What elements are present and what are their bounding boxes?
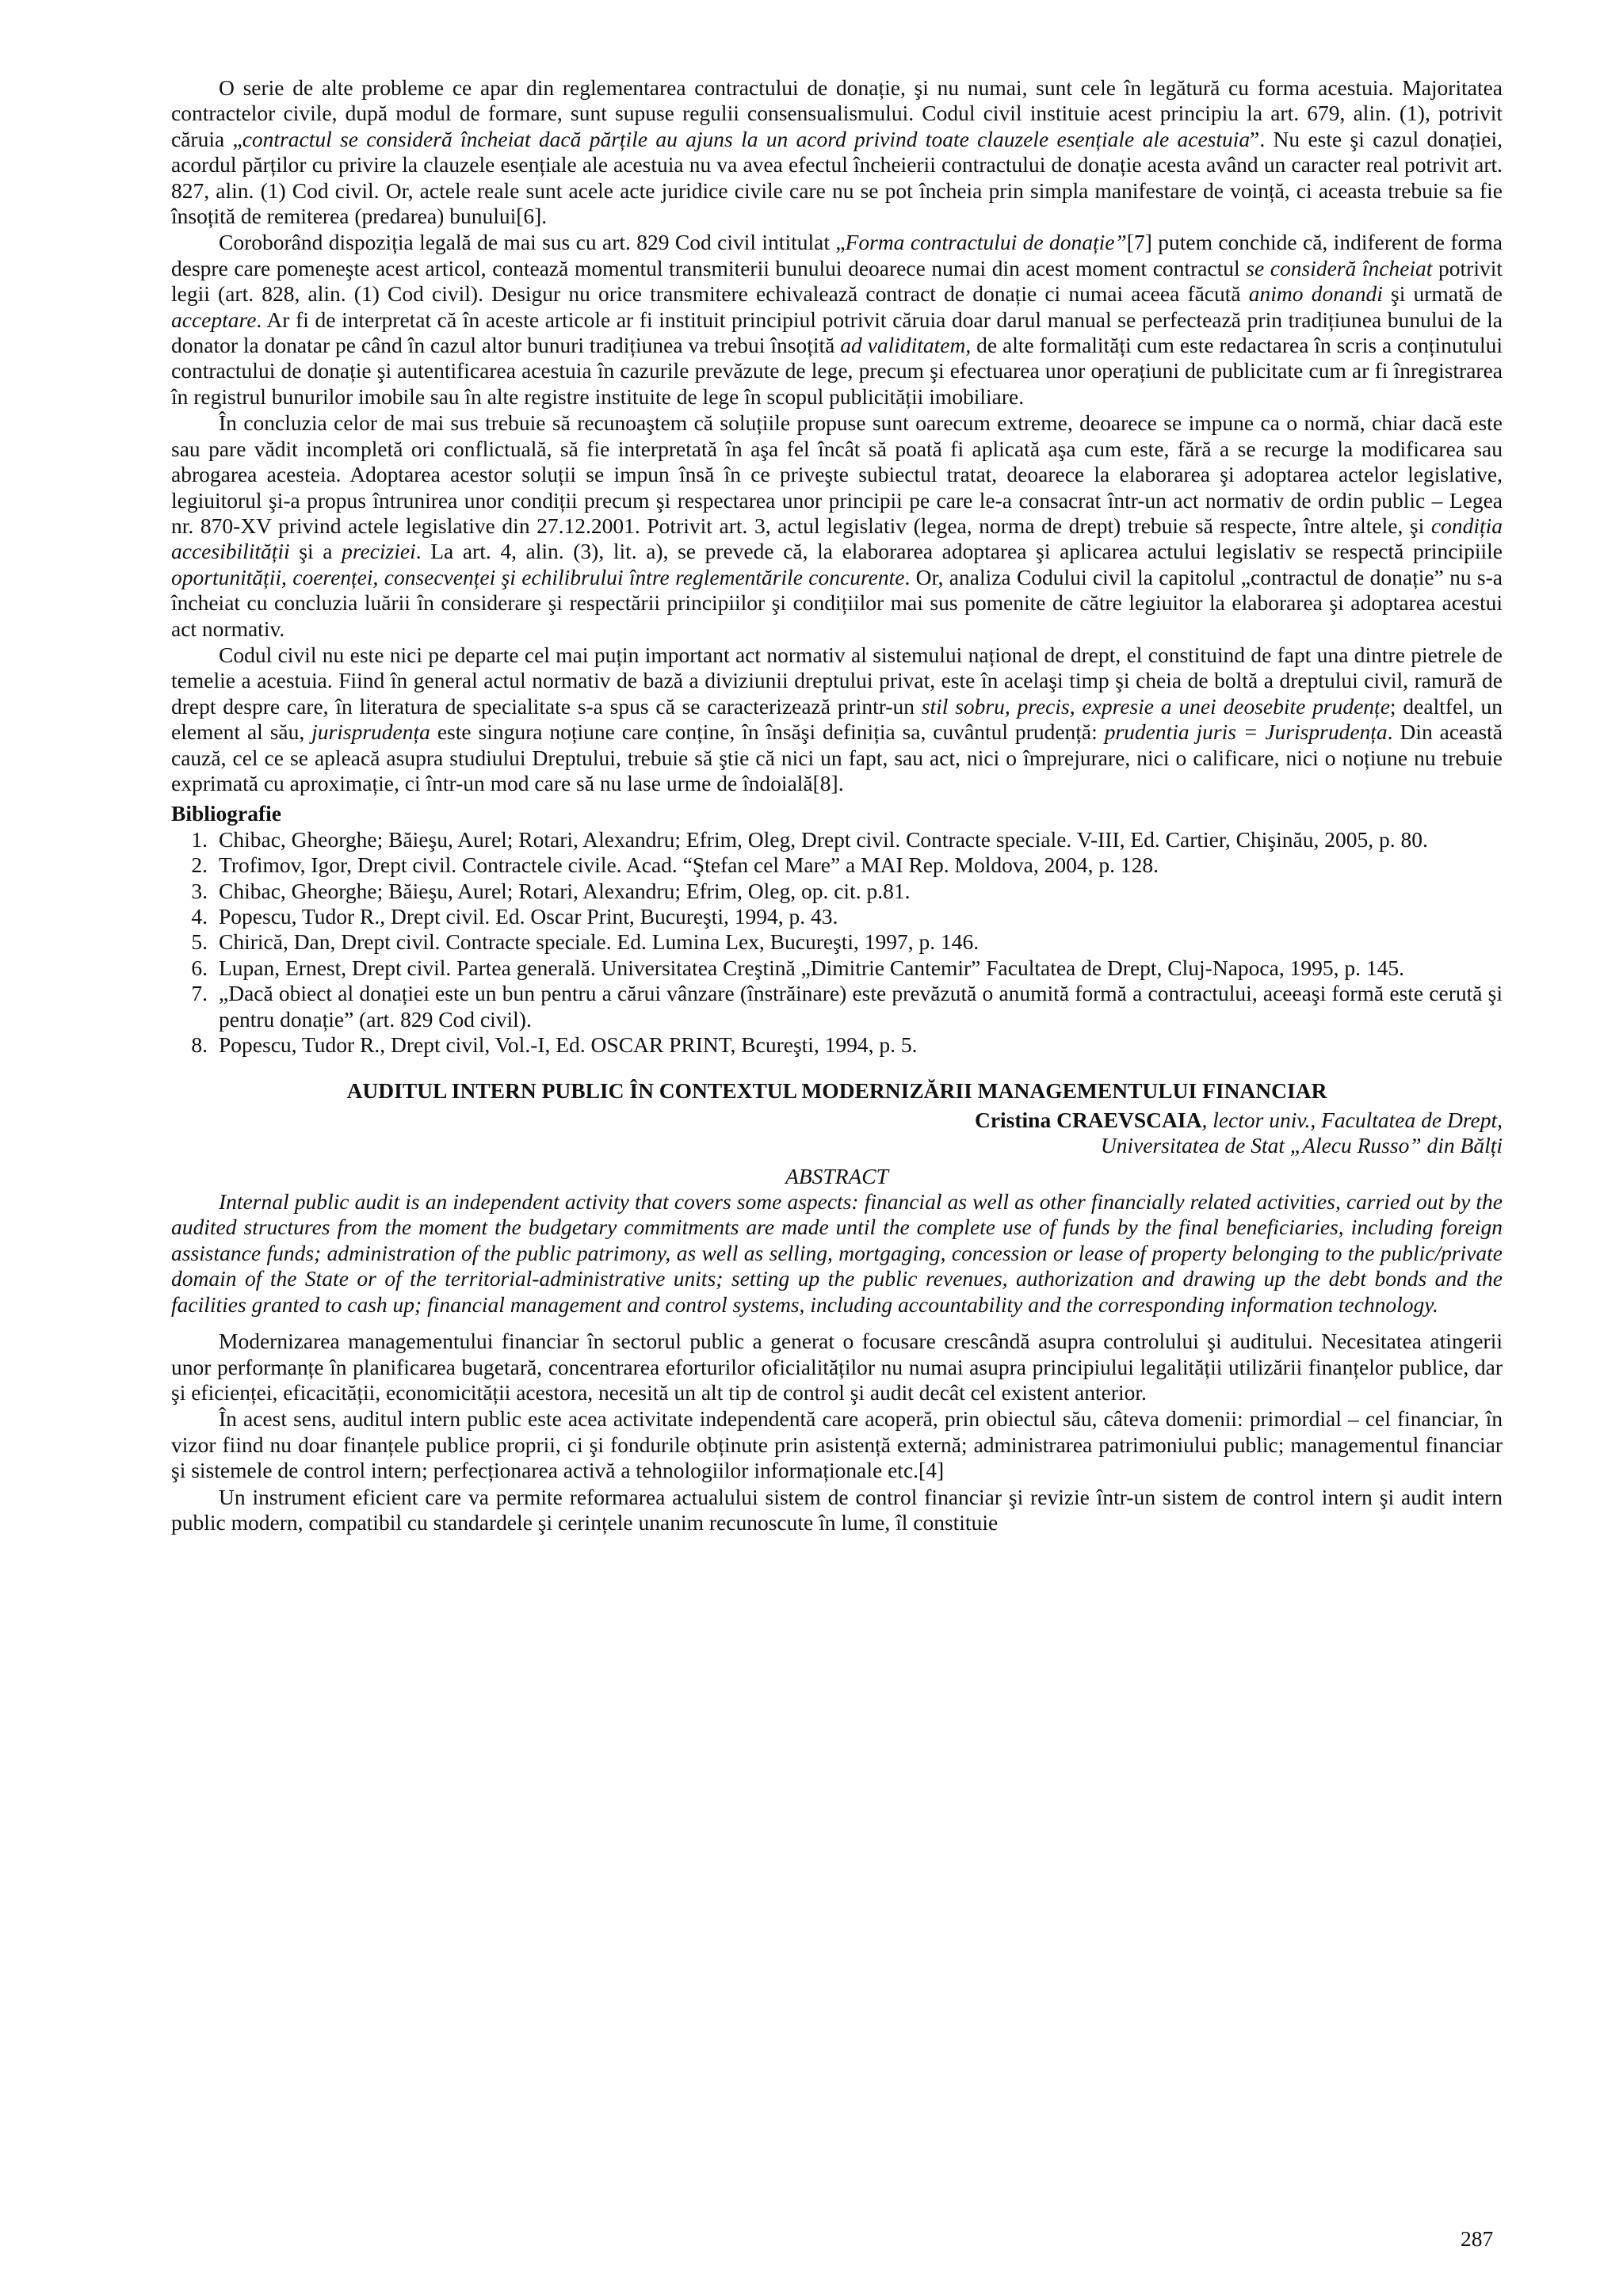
document-page	[171, 75, 1503, 1535]
bibliography-heading: Bibliografie	[171, 801, 282, 826]
abstract-text: Internal public audit is an independent activity that covers some aspects: financial as well as other financially related activities, carried out by the audited structures from the moment the budgetary commitments are made until the complete use of funds by the final beneficiaries, including foreign assistance funds; administration of the public patrimony, as well as selling, mortgaging, concession or lease of property belonging to the public/private domain of the State or of the territorial-administrative units; setting up the public revenues, authorization and drawing up the debt bonds and the facilities granted to cash up; financial management and control systems, including accountability and the corresponding information technology.	[171, 1189, 1503, 1317]
article-paragraph: Modernizarea managementului financiar în sectorul public a generat o focusare crescândă asupra controlului şi auditului. Necesitatea atingerii unor performanțe în planificarea bugetară, concentrarea eforturilor oficialităților nu numai asupra principiului legalității utilizării finanțelor publice, dar şi eficienței, eficacității, economicității acestora, necesită un alt tip de control şi audit decât cel existent anterior.	[171, 1329, 1503, 1405]
bibliography-item: Chibac, Gheorghe; Băieşu, Aurel; Rotari, Alexandru; Efrim, Oleg, Drept civil. Contracte speciale. V-III, Ed. Cartier, Chişinău, 2005, p. 80.	[219, 826, 1428, 852]
author-line	[171, 1108, 1503, 1133]
paragraph-civil-code: Codul civil nu este nici pe departe cel mai puțin important act normativ al sistemului național de drept, el constituind de fapt una dintre pietrele de temelie a acestuia. Fiind în general actul normativ de bază a diviziunii dreptului privat, este în acelaşi timp şi cheia de boltă a dreptului civil, ramură de drept despre care, în literatura de specialitate s-a spus că se caracterizează printr-un stil sobru, precis, expresie a unei deosebite prudențe; dealtfel, un element al său, jurisprudența este singura noțiune care conține, în însăşi definiția sa, cuvântul prudență: prudentia juris = Jurisprudența. Din această cauză, cel ce se apleacă asupra studiului Dreptului, trebuie să ştie că nici un fapt, sau act, nici o împrejurare, nici o calificare, nici o noțiune nu trebuie exprimată cu aproximație, ci într-un mod care să nu lase urme de îndoială[8].	[171, 642, 1503, 795]
abstract-heading: ABSTRACT	[785, 1163, 888, 1188]
bibliography-item: Popescu, Tudor R., Drept civil. Ed. Oscar Print, Bucureşti, 1994, p. 43.	[219, 904, 838, 929]
author-name: Cristina CRAEVSCAIA	[974, 1107, 1202, 1132]
author-university: Universitatea de Stat „Alecu Russo” din Bălți	[1100, 1133, 1503, 1158]
bibliography-item: Chibac, Gheorghe; Băieşu, Aurel; Rotari, Alexandru; Efrim, Oleg, op. cit. p.81.	[219, 878, 911, 903]
bibliography-item: Popescu, Tudor R., Drept civil, Vol.-I, Ed. OSCAR PRINT, Bcureşti, 1994, p. 5.	[219, 1032, 918, 1058]
article-title: AUDITUL INTERN PUBLIC ÎN CONTEXTUL MODERNIZĂRII MANAGEMENTULUI FINANCIAR	[346, 1078, 1327, 1104]
bibliography-item: „Dacă obiect al donației este un bun pentru a cărui vânzare (înstrăinare) este prevăzută o anumită formă a contractului, aceeaşi formă este cerută şi pentru donație” (art. 829 Cod civil).	[219, 981, 1503, 1032]
page-number: 287	[1461, 2226, 1494, 2251]
article-paragraph: În acest sens, auditul intern public este acea activitate independentă care acoperă, prin obiectul său, câteva domenii: primordial – cel financiar, în vizor fiind nu doar finanțele publice proprii, ci şi fondurile obținute prin asistență externă; administrarea patrimoniului public; managementul financiar şi sistemele de control intern; perfecționarea activă a tehnologiilor informaționale etc.[4]	[171, 1406, 1503, 1483]
bibliography-item: Trofimov, Igor, Drept civil. Contractele civile. Acad. “Ştefan cel Mare” a MAI Rep. Moldova, 2004, p. 128.	[219, 852, 1159, 878]
bibliography-list	[171, 827, 1503, 1058]
bibliography-item: Lupan, Ernest, Drept civil. Partea generală. Universitatea Creştină „Dimitrie Cantemir” Facultatea de Drept, Cluj-Napoca, 1995, p. 145.	[219, 955, 1404, 980]
paragraph-conclusion: În concluzia celor de mai sus trebuie să recunoaştem că soluțiile propuse sunt oarecum extreme, deoarece se impune ca o normă, chiar dacă este sau pare vădit incompletă ori conflictuală, să fie interpretată în aşa fel încât să poată fi aplicată aşa cum este, fără a se recurge la modificarea sau abrogarea acesteia. Adoptarea acestor soluții se impun însă în ce priveşte subiectul tratat, deoarece la elaborarea şi adoptarea actelor legislative, legiuitorul şi-a propus întrunirea unor condiții precum şi respectarea unor principii pe care le-a consacrat într-un act normativ de ordin public – Legea nr. 870-XV privind actele legislative din 27.12.2001. Potrivit art. 3, actul legislativ (legea, norma de drept) trebuie să respecte, între altele, şi condiția accesibilității şi a preciziei. La art. 4, alin. (3), lit. a), se prevede că, la elaborarea adoptarea şi aplicarea actului legislativ se respectă principiile oportunității, coerenței, consecvenței şi echilibrului între reglementările concurente. Or, analiza Codului civil la capitolul „contractul de donație” nu s-a încheiat cu concluzia luării în considerare şi respectării principiilor şi condițiilor mai sus pomenite de către legiuitor la elaborarea şi adoptarea acestui act normativ.	[171, 410, 1503, 641]
bibliography-item: Chirică, Dan, Drept civil. Contracte speciale. Ed. Lumina Lex, Bucureşti, 1997, p. 146.	[219, 929, 980, 955]
article-paragraph: Un instrument eficient care va permite reformarea actualului sistem de control financiar şi revizie într-un sistem de control intern şi audit intern public modern, compatibil cu standardele şi cerințele unanim recunoscute în lume, îl constituie	[171, 1484, 1503, 1535]
paragraph-article-829: Coroborând dispoziția legală de mai sus cu art. 829 Cod civil intitulat „Forma contractului de donație”[7] putem conchide că, indiferent de forma despre care pomeneşte acest articol, contează momentul transmiterii bunului deoarece numai din acest moment contractul se consideră încheiat potrivit legii (art. 828, alin. (1) Cod civil). Desigur nu orice transmitere echivalează contract de donație ci numai aceea făcută animo donandi şi urmată de acceptare. Ar fi de interpretat că în aceste articole ar fi instituit principiul potrivit căruia doar darul manual se perfectează prin tradițiunea bunului de la donator la donatar pe când în cazul altor bunuri tradițiunea va trebui însoțită ad validitatem, de alte formalități cum este redactarea în scris a conținutului contractului de donație şi autentificarea acestuia în cazurile prevăzute de lege, precum şi efectuarea unor operațiuni de publicitate cum ar fi înregistrarea în registrul bunurilor imobile sau în alte registre instituite de lege în scopul publicității imobiliare.	[171, 230, 1503, 409]
author-affiliation: , lector univ., Facultatea de Drept,	[1201, 1107, 1503, 1132]
paragraph-form-of-contract: O serie de alte probleme ce apar din reglementarea contractului de donație, şi nu numai, sunt cele în legătură cu forma acestuia. Majoritatea contractelor civile, după modul de formare, sunt supuse regulii consensualismului. Codul civil instituie acest principiu la art. 679, alin. (1), potrivit căruia „contractul se consideră încheiat dacă părțile au ajuns la un acord privind toate clauzele esențiale ale acestuia”. Nu este şi cazul donației, acordul părților cu privire la clauzele esențiale ale acestuia nu va avea efectul încheierii contractului de donație acesta având un caracter real potrivit art. 827, alin. (1) Cod civil. Or, actele reale sunt acele acte juridice civile care nu se pot încheia prin simpla manifestare de voință, ci aceasta trebuie sa fie însoțită de remiterea (predarea) bunului[6].	[171, 75, 1503, 229]
